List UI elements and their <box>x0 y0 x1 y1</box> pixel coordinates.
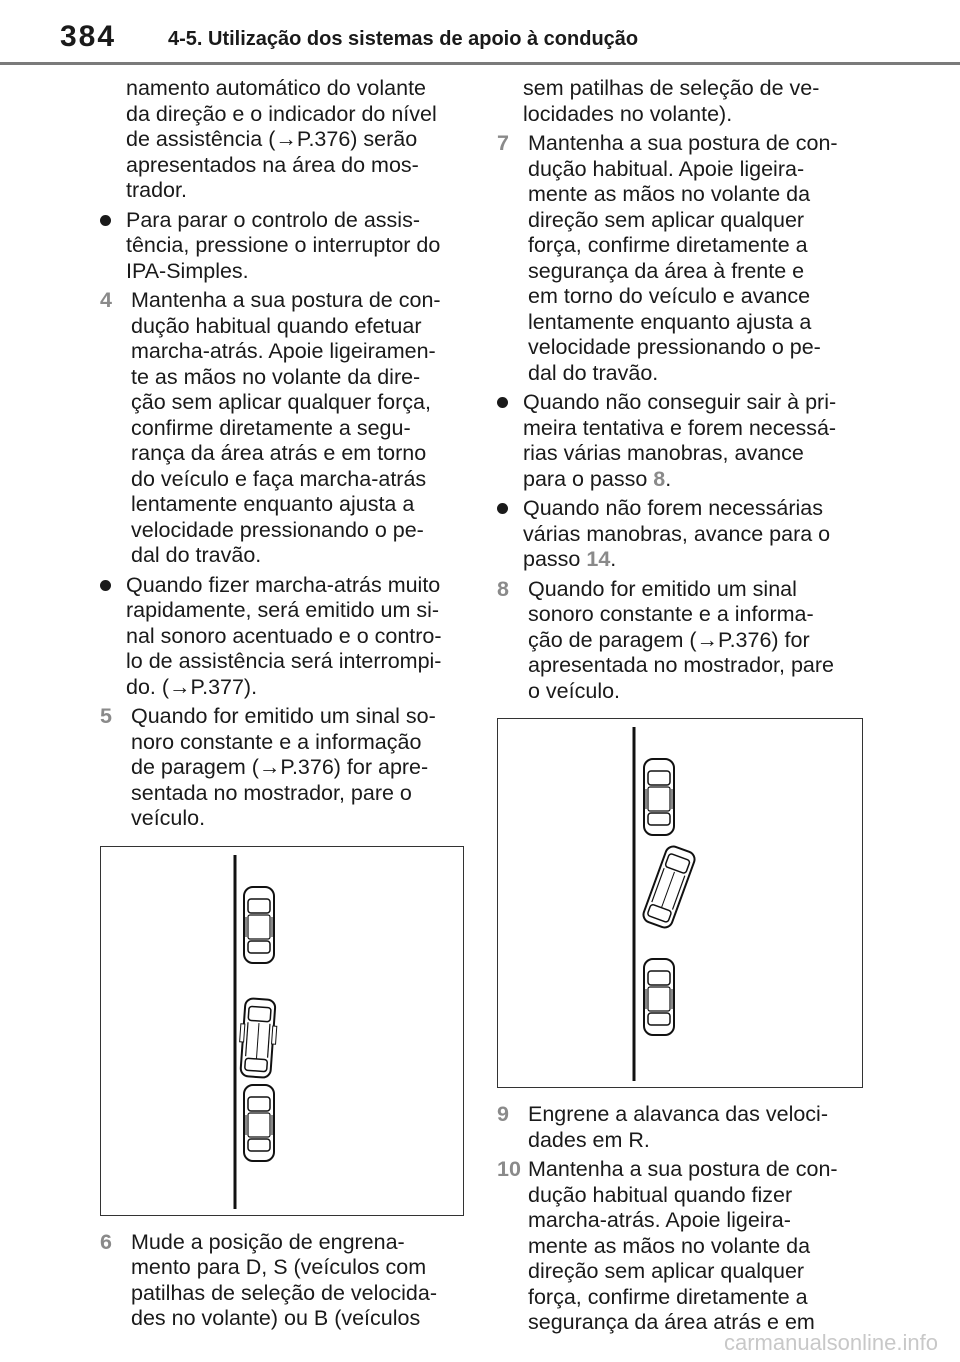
text-line: confirme diretamente a segu- <box>131 415 411 440</box>
text-line: te as mãos no volante da dire- <box>131 364 421 389</box>
text-line: lentamente enquanto ajusta a <box>528 309 812 334</box>
text-line: mento para D, S (veículos com <box>131 1255 427 1279</box>
text-line: IPA-Simples. <box>126 258 249 283</box>
text-line: dução habitual quando fizer <box>528 1182 793 1207</box>
text-line: Engrene a alavanca das veloci- <box>528 1102 828 1126</box>
text-line: lo de assistência será interrompi- <box>126 649 442 673</box>
text-line: dução habitual. Apoie ligeira- <box>528 156 805 181</box>
step-10 <box>497 1157 867 1336</box>
bullet-reverse-fast <box>100 573 466 701</box>
text-fragment: para o passo <box>523 466 654 491</box>
step-7 <box>497 131 867 386</box>
parked-car-front-icon <box>244 887 274 963</box>
text-line: Quando for emitido um sinal so- <box>131 704 436 728</box>
text-line: rapidamente, será emitido um si- <box>126 598 440 622</box>
step-number: 6 <box>100 1229 112 1254</box>
text-line: várias manobras, avance para o <box>523 521 831 546</box>
step-number: 8 <box>497 576 509 601</box>
text-line <box>523 547 867 573</box>
text-line: força, confirme diretamente a <box>528 1284 808 1309</box>
text-line: Mantenha a sua postura de con- <box>528 131 838 155</box>
text-line: força, confirme diretamente a <box>528 233 808 257</box>
text-line: lentamente enquanto ajusta a <box>131 492 415 516</box>
text-line: Mantenha a sua postura de con- <box>131 288 441 312</box>
text-line: ção de paragem (→P.376) for <box>528 627 810 652</box>
bullet-dot-icon <box>100 215 111 226</box>
text-line: veículo. <box>131 806 206 830</box>
step-reference-link[interactable]: 14 <box>586 547 611 571</box>
maneuvering-car-icon <box>237 997 278 1077</box>
text-line: de assistência (→P.376) serão <box>126 127 418 151</box>
text-line: patilhas de seleção de velocida- <box>131 1280 437 1305</box>
text-line: de paragem (→P.376) for apre- <box>131 755 429 779</box>
text-line: sonoro constante e a informa- <box>528 602 814 626</box>
parked-car-rear-icon <box>644 959 674 1035</box>
bullet-dot-icon <box>100 580 111 591</box>
text-line: velocidade pressionando o pe- <box>131 517 424 542</box>
parking-diagram-svg <box>101 847 463 1215</box>
text-line: o veículo. <box>528 678 621 703</box>
text-line: dução habitual quando efetuar <box>131 313 422 338</box>
text-line: dal do travão. <box>131 543 262 567</box>
text-line: namento automático do volante <box>126 76 427 100</box>
text-line <box>523 467 867 493</box>
text-line: direção sem aplicar qualquer <box>528 1259 805 1283</box>
text-line: Quando não conseguir sair à pri- <box>523 390 837 414</box>
text-line: apresentada no mostrador, pare <box>528 653 834 677</box>
text-line: ção sem aplicar qualquer força, <box>131 390 431 414</box>
text-line: da direção e o indicador do nível <box>126 101 437 126</box>
page-number: 384 <box>60 20 117 53</box>
watermark: carmanualsonline.info <box>723 1330 938 1355</box>
step-5 <box>100 704 466 832</box>
right-column <box>497 76 867 1336</box>
step-8 <box>497 577 867 705</box>
text-line: direção sem aplicar qualquer <box>528 207 805 232</box>
parked-car-front-icon <box>644 759 674 835</box>
bullet-dot-icon <box>497 397 508 408</box>
text-line: noro constante e a informação <box>131 729 422 754</box>
step-number: 7 <box>497 131 509 155</box>
text-line: tência, pressione o interruptor do <box>126 233 441 257</box>
text-fragment: . <box>610 547 617 571</box>
text-line: locidades no volante). <box>523 101 733 126</box>
text-line: em torno do veículo e avance <box>528 284 811 308</box>
left-column <box>100 76 466 1332</box>
bullet-multiple-maneuvers <box>497 390 867 492</box>
step-reference-link[interactable]: 8 <box>653 466 666 491</box>
text-fragment: passo <box>523 547 587 571</box>
text-line: sentada no mostrador, pare o <box>131 780 412 805</box>
bullet-no-maneuvers <box>497 496 867 573</box>
step-number: 4 <box>100 288 112 312</box>
step-9 <box>497 1102 867 1153</box>
step-number: 10 <box>497 1157 521 1181</box>
parking-diagram-forward <box>497 718 863 1088</box>
text-line: mente as mãos no volante da <box>528 1233 811 1258</box>
text-line: marcha-atrás. Apoie ligeiramen- <box>131 339 436 363</box>
text-fragment: . <box>665 466 672 491</box>
text-line: marcha-atrás. Apoie ligeira- <box>528 1208 791 1232</box>
text-line: Mude a posição de engrena- <box>131 1229 405 1254</box>
maneuvering-car-icon <box>641 844 697 929</box>
text-line: sem patilhas de seleção de ve- <box>523 76 820 100</box>
bullet-dot-icon <box>497 503 508 514</box>
text-line: Quando fizer marcha-atrás muito <box>126 572 441 597</box>
bullet-stop-assist <box>100 208 466 285</box>
text-line: do veículo e faça marcha-atrás <box>131 466 427 491</box>
text-line: do. (→P.377). <box>126 674 258 699</box>
text-line: nal sonoro acentuado e o contro- <box>126 623 442 648</box>
parked-car-rear-icon <box>244 1085 274 1161</box>
section-title: 4-5. Utilização dos sistemas de apoio à condução <box>168 28 639 50</box>
text-line: des no volante) ou B (veículos <box>131 1306 421 1330</box>
step-6 <box>100 1230 466 1332</box>
step-number: 5 <box>100 704 112 728</box>
parking-diagram-svg <box>498 719 862 1087</box>
text-line: dal do travão. <box>528 360 659 385</box>
text-line: rança da área atrás e em torno <box>131 441 427 465</box>
header-rule <box>0 62 960 65</box>
page-header <box>0 0 960 66</box>
text-line: apresentados na área do mos- <box>126 152 419 177</box>
text-line: dades em R. <box>528 1127 650 1152</box>
text-line: segurança da área atrás e em <box>528 1310 815 1334</box>
text-line: velocidade pressionando o pe- <box>528 335 821 359</box>
intro-paragraph <box>100 76 466 204</box>
text-line: Para parar o controlo de assis- <box>126 207 420 232</box>
parking-diagram-reverse <box>100 846 464 1216</box>
text-line: Quando for emitido um sinal <box>528 576 797 601</box>
text-line: trador. <box>126 178 187 202</box>
text-line: Quando não forem necessárias <box>523 496 823 520</box>
text-line: meira tentativa e forem necessá- <box>523 415 837 440</box>
step-number: 9 <box>497 1102 509 1126</box>
continuation-paragraph <box>497 76 867 127</box>
step-4 <box>100 288 466 569</box>
text-line: rias várias manobras, avance <box>523 441 804 465</box>
text-line: mente as mãos no volante da <box>528 182 811 206</box>
text-line: Mantenha a sua postura de con- <box>528 1157 838 1181</box>
text-line: segurança da área à frente e <box>528 258 805 283</box>
